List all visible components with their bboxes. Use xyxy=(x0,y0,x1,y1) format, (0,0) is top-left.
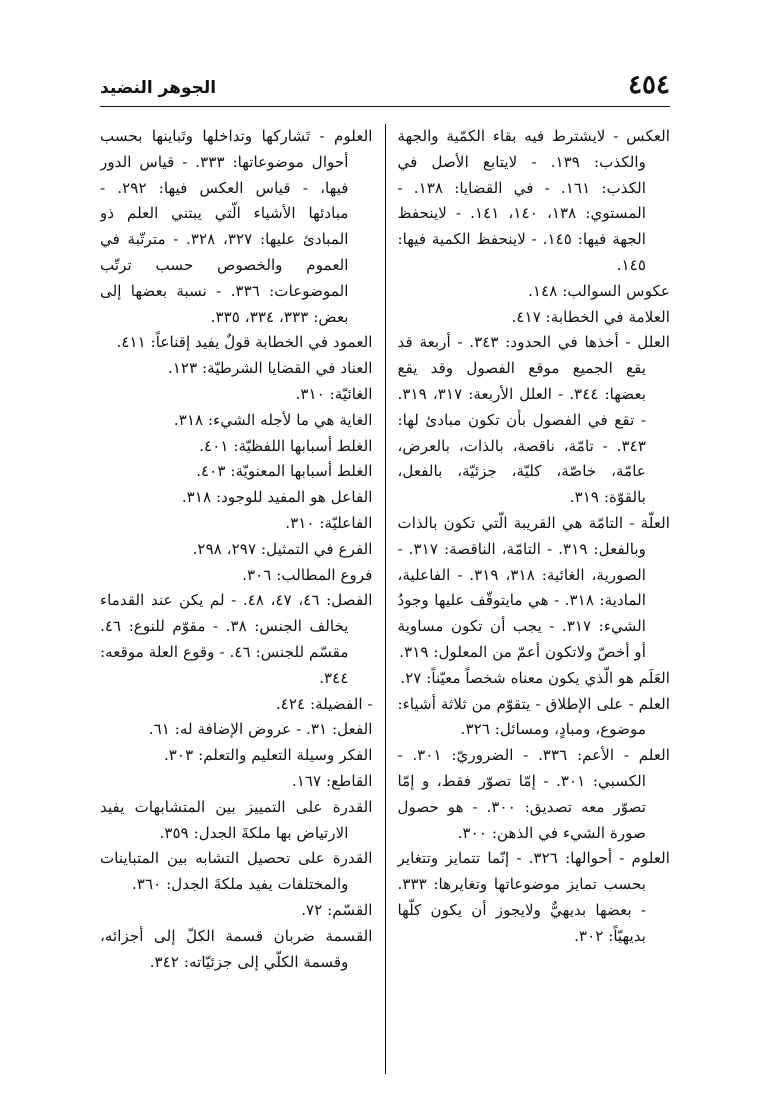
index-entry: العكس - لايشترط فيه بقاء الكمّية والجهة والكذب: ١٣٩. - لايتابع الأصل في الكذب: ١٦١. - في القضايا: ١٣٨. - المستوي: ١٣٨، ١٤٠، ١٤١. - لاينحفظ الجهة فيها: ١٤٥. - لاينحفظ الكمية فيها: ١٤٥. xyxy=(397,127,670,274)
index-entry: القدرة على التمييز بين المتشابهات يفيد الارتياض بها ملكةَ الجدل: ٣٥٩. xyxy=(100,797,373,842)
index-entry: العلّة - التامّة هي القريبة الّتي تكون بالذات وبالفعل: ٣١٩. - التامّة، الناقصة: ٣١٧. - الصورية، الغائية: ٣١٨، ٣١٩. - الفاعلية، المادية: ٣١٨. - هي مايتوقّف عليها وجودُ الشيء: ٣١٧. - يجب أن تكون مساوية أو أخصّ ولاتكون أعمّ من المعلول: ٣١٩. xyxy=(397,513,670,661)
index-entry: فروع المطالب: ٣٠٦. xyxy=(242,565,373,584)
index-entry: العمود في الخطابة قولٌ يفيد إقناعاً: ٤١١. xyxy=(116,333,373,352)
book-title: الجوهر النضيد xyxy=(100,78,217,98)
index-entry: العلامة في الخطابة: ٤١٧. xyxy=(511,307,670,326)
index-entry: العَلَم هو الّذي يكون معناه شخصاً معيّناً: ٢٧. xyxy=(400,668,670,687)
index-entry: الفصل: ٤٦، ٤٧، ٤٨. - لم يكن عند القدماء يخالف الجنس: ٣٨. - مقوّم للنوع: ٤٦. مقسّم للجنس: ٤٦. - وقوع العلة موقعه: ٣٤٤. xyxy=(100,591,373,687)
index-entry: القدرة على تحصيل التشابه بين المتباينات والمختلفات يفيد ملكةَ الجدل: ٣٦٠. xyxy=(100,849,373,894)
index-entry: الفعل: ٣١. - عروض الإضافة له: ٦١. xyxy=(148,720,373,739)
index-entry: عكوس السوالب: ١٤٨. xyxy=(528,281,670,300)
index-columns xyxy=(100,124,670,1074)
index-entry: الغائيّة: ٣١٠. xyxy=(295,384,373,403)
index-column-left xyxy=(100,124,385,1074)
index-entry: الفكر وسيلة التعليم والتعلم: ٣٠٣. xyxy=(163,746,373,765)
index-entry: القاطع: ١٦٧. xyxy=(291,771,373,790)
index-entry: - الفضيلة: ٤٢٤. xyxy=(275,694,373,713)
index-entry: الفاعل هو المفيد للوجود: ٣١٨. xyxy=(181,488,373,507)
page-number: ٤٥٤ xyxy=(628,70,670,100)
index-entry: العلل - أخذها في الحدود: ٣٤٣. - أربعة قد يقع الجميع موقع الفصول وقد يقع بعضها: ٣٤٤. - العلل الأربعة: ٣١٧، ٣١٩. - تقع في الفصول بأن تكون مبادئ لها: ٣٤٣. - تامّة، ناقصة، بالذات، بالعرض، عامّة، خاصّة، كليّة، جزئيّة، بالفعل، بالقوّة: ٣١٩. xyxy=(397,333,670,507)
index-entry: العناد في القضايا الشرطيّة: ١٢٣. xyxy=(167,359,373,378)
index-column-right xyxy=(385,124,671,1074)
index-entry: الغلط أسبابها اللفظيّة: ٤٠١. xyxy=(199,436,373,455)
index-entry: العلوم - تَشاركها وتداخلها وتَباينها بحسب أحوال موضوعاتها: ٣٣٣. - قياس الدور فيها، - قياس العكس فيها: ٢٩٢. - مبادئها الأشياء الّتي يبتني العلم ذو المبادئ عليها: ٣٢٧، ٣٢٨. - مترتّبة في العموم والخصوص حسب ترتّب الموضوعات: ٣٣٦. - نسبة بعضها إلى بعض: ٣٣٣، ٣٣٤، ٣٣٥. xyxy=(100,127,373,326)
index-entry: العلوم - أحوالها: ٣٢٦. - إنّما تتمايز وتتغاير بحسب تمايز موضوعاتها وتغايرها: ٣٣٣. - بعضها بديهيٌّ ولايجوز أن يكون كلّها بديهيّاً: ٣٠٢. xyxy=(397,849,670,945)
index-entry: العلم - على الإطلاق - يتقوّم من ثلاثة أشياء: موضوع، ومبادٍ، ومسائل: ٣٢٦. xyxy=(397,694,670,739)
index-entry: الفرع في التمثيل: ٢٩٧، ٢٩٨. xyxy=(192,539,373,558)
index-entry: القسّم: ٧٢. xyxy=(301,900,373,919)
index-entry: الغاية هي ما لأجله الشيء: ٣١٨. xyxy=(173,410,373,429)
index-entry: الفاعليّة: ٣١٠. xyxy=(285,513,373,532)
page-header xyxy=(100,70,670,107)
index-entry: الغلط أسبابها المعنويّة: ٤٠٣. xyxy=(196,462,373,481)
index-entry: القسمة ضربان قسمة الكلّ إلى أجزائه، وقسمة الكلّي إلى جزئيّاته: ٣٤٢. xyxy=(100,926,373,971)
index-entry: العلم - الأعم: ٣٣٦. - الضروريّ: ٣٠١. - الكسبي: ٣٠١. - إمّا تصوّر فقط، و إمّا تصوّر معه تصديق: ٣٠٠. - هو حصول صورة الشيء في الذهن: ٣٠٠. xyxy=(397,746,670,842)
